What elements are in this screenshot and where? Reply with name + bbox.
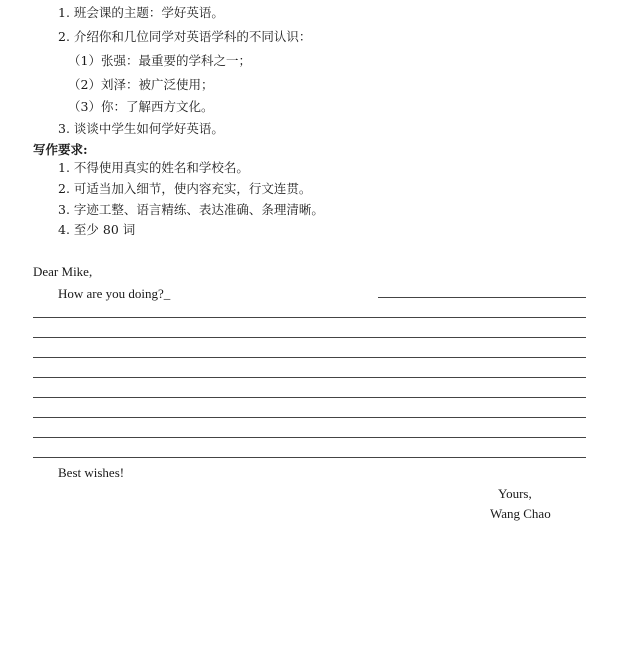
content-item-1: 1. 班会课的主题：学好英语。 — [58, 5, 224, 20]
writing-line[interactable] — [33, 317, 586, 318]
content-item-2: 2. 介绍你和几位同学对英语学科的不同认识： — [58, 29, 312, 44]
writing-line[interactable] — [378, 297, 586, 298]
requirement-item-2: 2. 可适当加入细节，使内容充实，行文连贯。 — [58, 181, 312, 196]
requirement-item-4: 4. 至少 80 词 — [58, 222, 136, 237]
writing-line[interactable] — [33, 457, 586, 458]
letter-opening: How are you doing?_ — [58, 286, 171, 301]
content-subitem-1: （1）张强：最重要的学科之一； — [68, 53, 251, 68]
letter-signoff: Yours, — [498, 486, 532, 501]
writing-line[interactable] — [33, 437, 586, 438]
writing-line[interactable] — [33, 357, 586, 358]
requirement-item-3: 3. 字迹工整、语言精练、表达准确、条理清晰。 — [58, 202, 324, 217]
content-subitem-3: （3）你：了解西方文化。 — [68, 99, 214, 114]
requirement-item-1: 1. 不得使用真实的姓名和学校名。 — [58, 160, 249, 175]
writing-line[interactable] — [33, 417, 586, 418]
requirements-heading: 写作要求: — [33, 142, 88, 157]
letter-signature: Wang Chao — [490, 506, 551, 521]
content-subitem-2: （2）刘泽：被广泛使用； — [68, 77, 214, 92]
writing-line[interactable] — [33, 337, 586, 338]
writing-line[interactable] — [33, 397, 586, 398]
writing-line[interactable] — [33, 377, 586, 378]
letter-greeting: Dear Mike, — [33, 264, 93, 279]
content-item-3: 3. 谈谈中学生如何学好英语。 — [58, 121, 224, 136]
letter-closing: Best wishes! — [58, 465, 125, 480]
